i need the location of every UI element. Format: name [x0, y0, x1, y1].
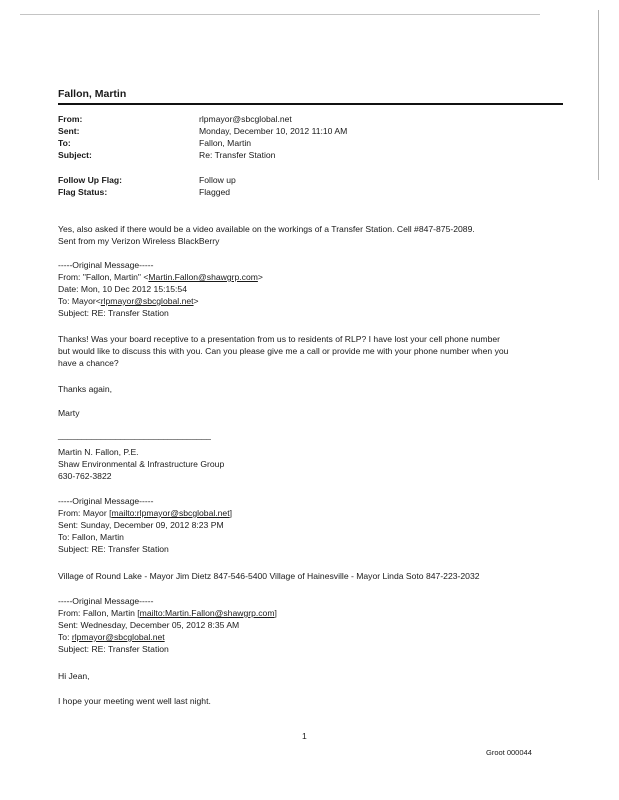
msg1-to-link[interactable]: rlpmayor@sbcglobal.net — [100, 296, 194, 306]
bates-number: Groot 000044 — [486, 748, 532, 757]
msg1-body-line-2: but would like to discuss this with you. Can you please give me a call or provide me with your phone number when you — [58, 346, 509, 356]
followup-label: Follow Up Flag: — [58, 175, 122, 185]
msg2-heading: -----Original Message----- — [58, 496, 154, 506]
msg1-from-suffix: > — [257, 272, 263, 282]
msg1-to-prefix: To: Mayor< — [58, 296, 101, 306]
msg3-subject: Subject: RE: Transfer Station — [58, 644, 169, 654]
reply-line-1: Yes, also asked if there would be a video available on the workings of a Transfer Station. Cell #847-875-2089. — [58, 224, 475, 234]
scan-artifact-top — [20, 14, 540, 15]
flagstatus-label: Flag Status: — [58, 187, 108, 197]
subject-label: Subject: — [58, 150, 92, 160]
followup-value: Follow up — [199, 175, 236, 185]
flagstatus-value: Flagged — [199, 187, 231, 197]
sent-label: Sent: — [58, 126, 80, 136]
msg1-heading: -----Original Message----- — [58, 260, 154, 270]
signature-rule: ________________________________ — [58, 430, 211, 440]
msg3-body: I hope your meeting went well last night. — [58, 696, 211, 706]
msg3-to — [58, 632, 165, 642]
msg1-from — [58, 272, 263, 282]
to-label: To: — [58, 138, 71, 148]
from-value: rlpmayor@sbcglobal.net — [199, 114, 292, 124]
to-value: Fallon, Martin — [199, 138, 252, 148]
msg3-to-prefix: To: — [58, 632, 72, 642]
sent-value: Monday, December 10, 2012 11:10 AM — [199, 126, 348, 136]
msg1-to — [58, 296, 199, 306]
msg1-subject: Subject: RE: Transfer Station — [58, 308, 169, 318]
msg2-from-link[interactable]: mailto:rlpmayor@sbcglobal.net — [111, 508, 230, 518]
signature-phone: 630-762-3822 — [58, 471, 112, 481]
msg3-from-suffix: ] — [274, 608, 277, 618]
msg1-to-suffix: > — [193, 296, 199, 306]
page-number: 1 — [302, 731, 307, 741]
msg3-sent: Sent: Wednesday, December 05, 2012 8:35 AM — [58, 620, 240, 630]
msg2-body: Village of Round Lake - Mayor Jim Dietz 847-546-5400 Village of Hainesville - Mayor Linda Soto 847-223-2032 — [58, 571, 480, 581]
msg3-from-link[interactable]: mailto:Martin.Fallon@shawgrp.com — [139, 608, 275, 618]
msg2-to: To: Fallon, Martin — [58, 532, 124, 542]
msg1-body-line-1: Thanks! Was your board receptive to a presentation from us to residents of RLP? I have lost your cell phone number — [58, 334, 501, 344]
title-rule — [58, 103, 563, 105]
msg3-greeting: Hi Jean, — [58, 671, 90, 681]
from-label: From: — [58, 114, 83, 124]
msg3-heading: -----Original Message----- — [58, 596, 154, 606]
msg1-from-prefix: From: "Fallon, Martin" < — [58, 272, 149, 282]
msg1-from-link[interactable]: Martin.Fallon@shawgrp.com — [148, 272, 258, 282]
scan-artifact-right — [598, 10, 599, 180]
msg1-date: Date: Mon, 10 Dec 2012 15:15:54 — [58, 284, 187, 294]
msg1-signoff: Marty — [58, 408, 80, 418]
msg2-sent: Sent: Sunday, December 09, 2012 8:23 PM — [58, 520, 224, 530]
subject-value: Re: Transfer Station — [199, 150, 276, 160]
msg2-from-prefix: From: Mayor [ — [58, 508, 112, 518]
signature-name: Martin N. Fallon, P.E. — [58, 447, 139, 457]
msg2-from-suffix: ] — [229, 508, 232, 518]
signature-company: Shaw Environmental & Infrastructure Group — [58, 459, 225, 469]
msg3-from — [58, 608, 277, 618]
msg1-thanks: Thanks again, — [58, 384, 112, 394]
reply-line-2: Sent from my Verizon Wireless BlackBerry — [58, 236, 220, 246]
msg3-from-prefix: From: Fallon, Martin [ — [58, 608, 140, 618]
msg2-from — [58, 508, 232, 518]
msg1-body-line-3: have a chance? — [58, 358, 119, 368]
sender-title: Fallon, Martin — [58, 88, 127, 100]
msg3-to-link[interactable]: rlpmayor@sbcglobal.net — [71, 632, 165, 642]
msg2-subject: Subject: RE: Transfer Station — [58, 544, 169, 554]
